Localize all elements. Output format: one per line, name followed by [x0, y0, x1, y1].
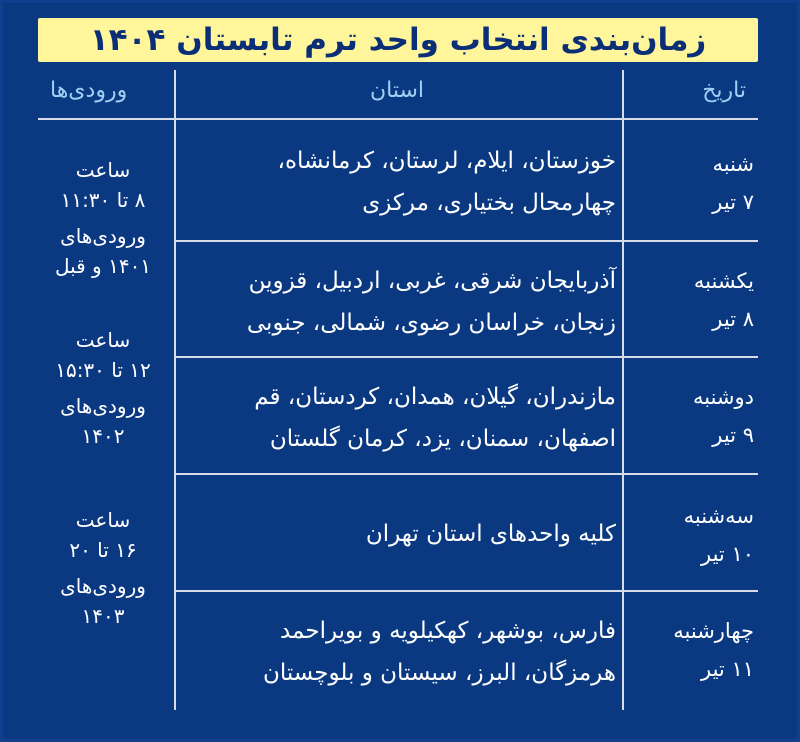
table-row-provinces: [176, 513, 616, 555]
day-date: ۷ تیر: [712, 190, 754, 214]
provinces-line: زنجان، خراسان رضوی، شمالی، جنوبی: [246, 310, 616, 336]
entry-time: ۸ تا ۱۱:۳۰: [60, 188, 146, 212]
provinces-line: آذربایجان شرقی، غربی، اردبیل، قزوین: [248, 268, 616, 294]
provinces-line: خوزستان، ایلام، لرستان، کرمانشاه،: [277, 148, 616, 174]
day-date: ۱۰ تیر: [700, 542, 754, 566]
entry-cohort: ورودی‌های: [60, 224, 146, 248]
provinces-line: هرمزگان، البرز، سیستان و بلوچستان: [262, 660, 616, 686]
provinces-line: فارس، بوشهر، کهکیلویه و بویراحمد: [279, 618, 616, 644]
provinces-line: کلیه واحدهای استان تهران: [365, 521, 616, 547]
provinces-line: اصفهان، سمنان، یزد، کرمان گلستان: [269, 426, 616, 452]
entry-cohort: ورودی‌های: [60, 394, 146, 418]
entry-cohort-year: ۱۴۰۳: [81, 604, 125, 628]
divider-row-2: [174, 356, 758, 358]
day-name: یکشنبه: [693, 269, 754, 293]
day-date: ۹ تیر: [712, 423, 754, 447]
day-name: سه‌شنبه: [683, 504, 754, 528]
table-row-day: [624, 262, 762, 338]
entry-group: [38, 155, 168, 281]
provinces-line: مازندران، گیلان، همدان، کردستان، قم: [254, 384, 616, 410]
divider-row-1: [174, 240, 758, 242]
table-row-provinces: [176, 376, 616, 460]
entry-cohort: ورودی‌های: [60, 574, 146, 598]
entry-label: ساعت: [75, 328, 131, 352]
day-name: شنبه: [712, 152, 754, 176]
day-name: چهارشنبه: [673, 619, 754, 643]
entry-cohort-year: ۱۴۰۲: [81, 424, 125, 448]
table-row-provinces: [176, 610, 616, 694]
divider-row-4: [174, 590, 758, 592]
table-row-day: [624, 497, 762, 573]
entry-time: ۱۲ تا ۱۵:۳۰: [55, 358, 151, 382]
day-date: ۸ تیر: [712, 307, 754, 331]
table-row-provinces: [176, 260, 616, 344]
entry-label: ساعت: [75, 158, 131, 182]
header-date: تاریخ: [702, 78, 746, 103]
page-title: زمان‌بندی انتخاب واحد ترم تابستان ۱۴۰۴: [38, 18, 758, 62]
header-entries: ورودی‌ها: [50, 78, 128, 103]
table-row-day: [624, 378, 762, 454]
table-row-provinces: [176, 140, 616, 224]
entry-cohort-year: ۱۴۰۱ و قبل: [54, 254, 152, 278]
day-date: ۱۱ تیر: [700, 657, 754, 681]
divider-header: [38, 118, 758, 120]
entry-time: ۱۶ تا ۲۰: [69, 538, 137, 562]
entry-group: [38, 505, 168, 631]
header-province: استان: [369, 78, 425, 103]
entry-label: ساعت: [75, 508, 131, 532]
table-row-day: [624, 145, 762, 221]
divider-row-3: [174, 473, 758, 475]
table-row-day: [624, 612, 762, 688]
provinces-line: چهارمحال بختیاری، مرکزی: [362, 190, 616, 216]
entry-group: [38, 325, 168, 451]
day-name: دوشنبه: [692, 385, 754, 409]
table-header: [38, 70, 758, 116]
